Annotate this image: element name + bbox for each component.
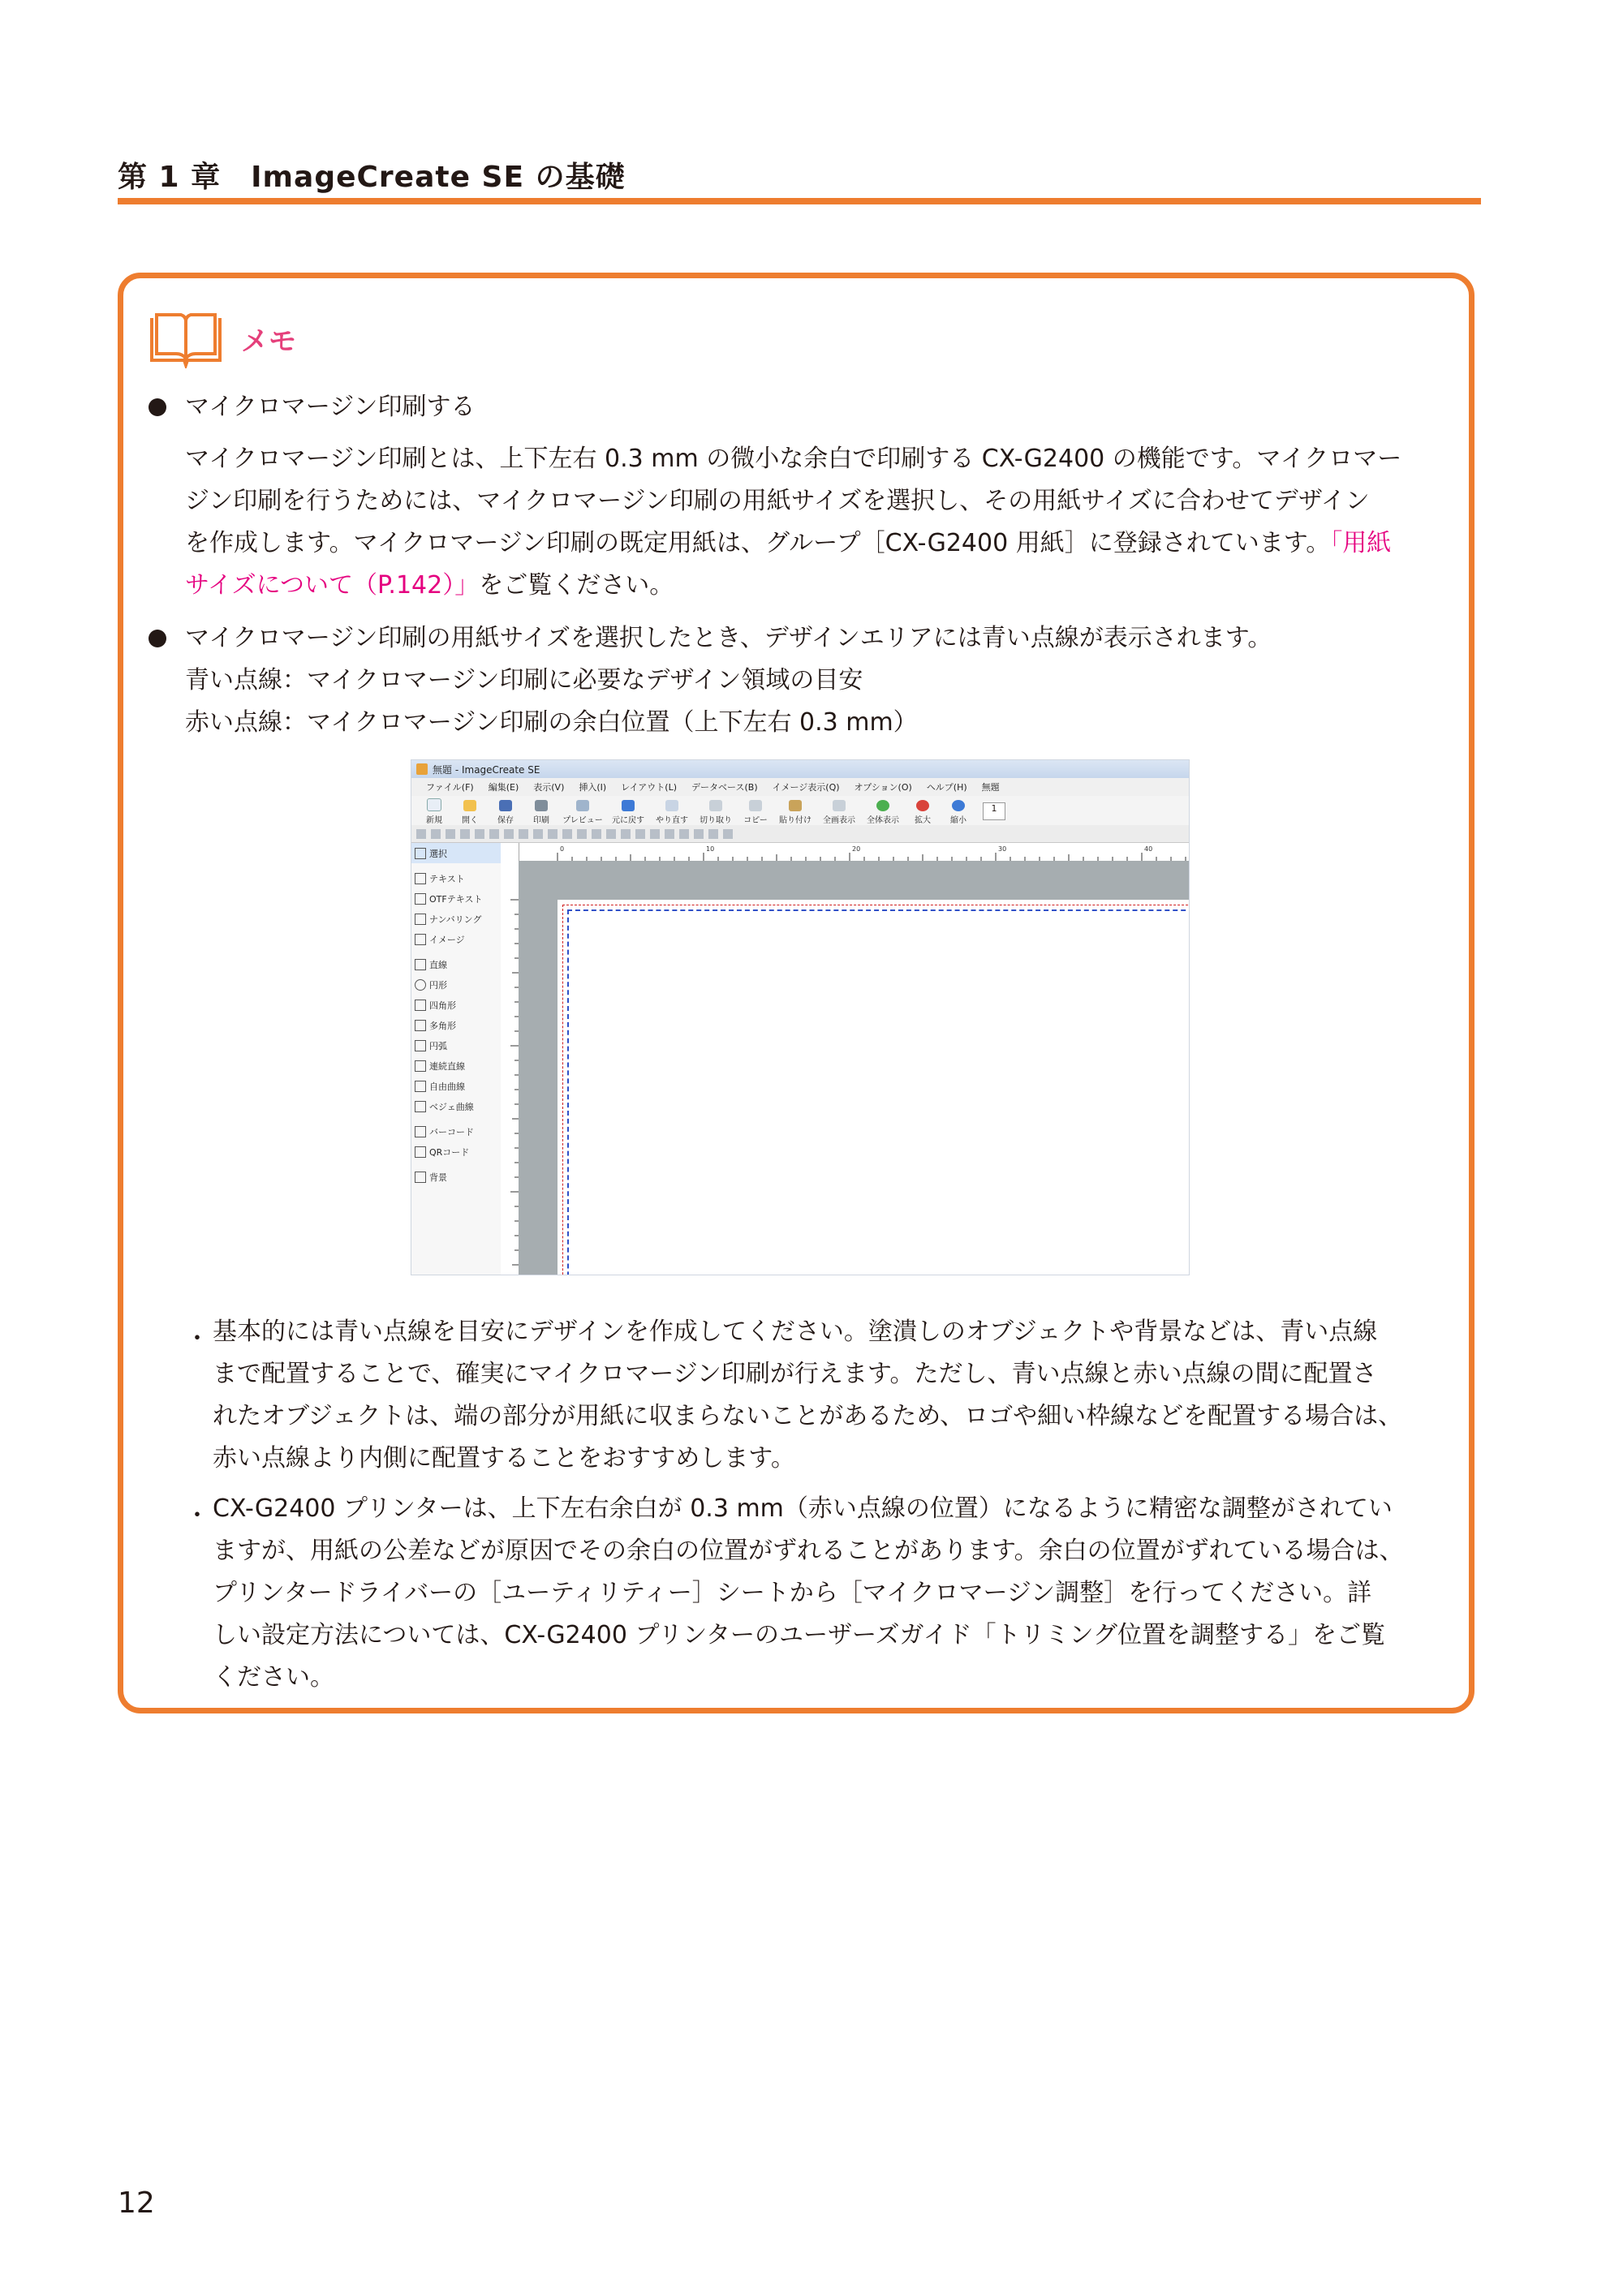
preview-icon bbox=[576, 800, 589, 811]
note-mark: ・ bbox=[185, 1325, 209, 1353]
arc-icon bbox=[415, 1040, 426, 1051]
otf-text-icon bbox=[415, 893, 426, 905]
note-line: れたオブジェクトは、端の部分が用紙に収まらないことがあるため、ロゴや細い枠線などを配置する場合は、 bbox=[213, 1402, 1403, 1430]
align-icon[interactable] bbox=[694, 829, 704, 839]
align-icon[interactable] bbox=[650, 829, 660, 839]
tool-bezier[interactable]: ベジェ曲線 bbox=[411, 1096, 501, 1116]
note-line: 赤い点線より内側に配置することをおすすめします。 bbox=[213, 1444, 795, 1473]
align-icon[interactable] bbox=[460, 829, 470, 839]
align-icon[interactable] bbox=[708, 829, 718, 839]
bullet-dot bbox=[149, 630, 166, 647]
ruler-label: 30 bbox=[998, 845, 1007, 853]
new-icon bbox=[427, 798, 441, 811]
tool-arc[interactable]: 円弧 bbox=[411, 1035, 501, 1056]
open-button[interactable]: 開く bbox=[455, 800, 484, 825]
chapter-title: 第 1 章 ImageCreate SE の基礎 bbox=[118, 161, 626, 194]
main-toolbar bbox=[411, 796, 1189, 825]
paragraph-line: マイクロマージン印刷とは、上下左右 0.3 mm の微小な余白で印刷する CX-G2400 の機能です。マイクロマー bbox=[185, 445, 1402, 473]
ruler-label: 10 bbox=[706, 845, 715, 853]
redo-icon bbox=[665, 800, 678, 811]
align-icon[interactable] bbox=[489, 829, 499, 839]
bullet-heading: マイクロマージン印刷する bbox=[185, 393, 476, 421]
ruler-label: 0 bbox=[560, 845, 565, 853]
window-title: 無題 - ImageCreate SE bbox=[433, 763, 540, 776]
tool-polygon[interactable]: 多角形 bbox=[411, 1015, 501, 1035]
tool-select[interactable]: 選択 bbox=[411, 843, 501, 863]
image-icon bbox=[415, 934, 426, 945]
qrcode-icon bbox=[415, 1146, 426, 1158]
legend-line: 青い点線：マイクロマージン印刷に必要なデザイン領域の目安 bbox=[185, 666, 863, 694]
preview-button[interactable]: プレビュー bbox=[562, 800, 603, 825]
text-icon bbox=[415, 873, 426, 884]
blue-design-guide bbox=[567, 909, 1190, 1275]
tool-background[interactable]: 背景 bbox=[411, 1167, 501, 1187]
new-button[interactable]: 新規 bbox=[420, 798, 449, 825]
select-icon bbox=[415, 848, 426, 859]
design-canvas[interactable] bbox=[519, 861, 1190, 1275]
ruler-label: 20 bbox=[852, 845, 861, 853]
note-line: ますが、用紙の公差などが原因でその余白の位置がずれることがあります。余白の位置がずれている場合は、 bbox=[213, 1537, 1404, 1565]
tool-text[interactable]: テキスト bbox=[411, 868, 501, 888]
menu-layout[interactable]: レイアウト(L) bbox=[621, 782, 678, 793]
align-icon[interactable] bbox=[635, 829, 645, 839]
fullscreen-button[interactable]: 全画表示 bbox=[820, 800, 858, 825]
menu-file[interactable]: ファイル(F) bbox=[426, 782, 474, 793]
app-icon bbox=[416, 763, 428, 775]
printer-icon bbox=[535, 800, 548, 811]
scissors-icon bbox=[709, 800, 722, 811]
menu-document[interactable]: 無題 bbox=[981, 782, 1000, 793]
align-icon[interactable] bbox=[723, 829, 733, 839]
note-line: CX-G2400 プリンターは、上下左右余白が 0.3 mm（赤い点線の位置）になるように精密な調整がされてい bbox=[213, 1494, 1393, 1523]
background-icon bbox=[415, 1172, 426, 1183]
align-icon[interactable] bbox=[446, 829, 455, 839]
paste-button[interactable]: 貼り付け bbox=[777, 800, 814, 825]
book-icon bbox=[149, 312, 223, 368]
align-icon[interactable] bbox=[621, 829, 631, 839]
copy-button[interactable]: コピー bbox=[741, 800, 770, 825]
paste-icon bbox=[789, 800, 802, 811]
tool-line[interactable]: 直線 bbox=[411, 954, 501, 974]
horizontal-ruler bbox=[519, 843, 1190, 862]
line-icon bbox=[415, 959, 426, 970]
rectangle-icon bbox=[415, 1000, 426, 1011]
save-button[interactable]: 保存 bbox=[491, 800, 520, 825]
note-mark: ・ bbox=[185, 1502, 209, 1530]
page-number: 12 bbox=[118, 2186, 155, 2220]
tool-numbering[interactable]: ナンバリング bbox=[411, 909, 501, 929]
zoom-out-icon bbox=[952, 800, 965, 811]
menubar bbox=[411, 778, 1189, 796]
align-icon[interactable] bbox=[416, 829, 426, 839]
align-icon[interactable] bbox=[431, 829, 441, 839]
align-icon[interactable] bbox=[548, 829, 558, 839]
circle-icon bbox=[415, 979, 426, 991]
tool-panel bbox=[411, 843, 502, 1275]
tool-image[interactable]: イメージ bbox=[411, 929, 501, 949]
tool-freehand[interactable]: 自由曲線 bbox=[411, 1076, 501, 1096]
folder-icon bbox=[463, 800, 476, 811]
vertical-ruler bbox=[501, 843, 519, 1275]
align-icon[interactable] bbox=[679, 829, 689, 839]
tool-otf-text[interactable]: OTFテキスト bbox=[411, 888, 501, 909]
menu-database[interactable]: データベース(B) bbox=[691, 782, 758, 793]
align-icon[interactable] bbox=[533, 829, 543, 839]
tool-circle[interactable]: 円形 bbox=[411, 974, 501, 995]
menu-insert[interactable]: 挿入(I) bbox=[579, 782, 607, 793]
align-icon[interactable] bbox=[475, 829, 484, 839]
ruler-ticks bbox=[501, 843, 519, 1275]
menu-help[interactable]: ヘルプ(H) bbox=[926, 782, 967, 793]
align-icon[interactable] bbox=[519, 829, 528, 839]
bezier-icon bbox=[415, 1101, 426, 1112]
zoom-in-button[interactable]: 拡大 bbox=[908, 800, 937, 825]
save-icon bbox=[499, 800, 512, 811]
undo-icon bbox=[622, 800, 635, 811]
note-line: まで配置することで、確実にマイクロマージン印刷が行えます。ただし、青い点線と赤い点線の間に配置さ bbox=[213, 1360, 1377, 1388]
tool-barcode[interactable]: バーコード bbox=[411, 1121, 501, 1142]
page-link[interactable]: サイズについて（P.142）」 bbox=[185, 571, 480, 600]
align-icon[interactable] bbox=[577, 829, 587, 839]
tool-polyline[interactable]: 連続直線 bbox=[411, 1056, 501, 1076]
paragraph-line bbox=[185, 522, 1391, 565]
paragraph-line: ジン印刷を行うためには、マイクロマージン印刷の用紙サイズを選択し、その用紙サイズに合わせてデザイン bbox=[185, 487, 1370, 515]
note-line: 基本的には青い点線を目安にデザインを作成してください。塗潰しのオブジェクトや背景などは、青い点線 bbox=[213, 1318, 1378, 1346]
align-icon[interactable] bbox=[562, 829, 572, 839]
ruler-label: 40 bbox=[1144, 845, 1153, 853]
freehand-icon bbox=[415, 1081, 426, 1092]
print-button[interactable]: 印刷 bbox=[527, 800, 556, 825]
align-icon[interactable] bbox=[504, 829, 514, 839]
chapter-rule bbox=[118, 198, 1481, 204]
redo-button[interactable]: やり直す bbox=[653, 800, 691, 825]
align-icon[interactable] bbox=[606, 829, 616, 839]
fit-all-button[interactable]: 全体表示 bbox=[864, 800, 902, 825]
note-line: しい設定方法については、CX-G2400 プリンターのユーザーズガイド「トリミング位置を調整する」をご覧 bbox=[213, 1621, 1386, 1649]
numbering-icon bbox=[415, 914, 426, 925]
memo-title: メモ bbox=[241, 325, 296, 358]
polyline-icon bbox=[415, 1060, 426, 1072]
menu-options[interactable]: オプション(O) bbox=[854, 782, 912, 793]
window-titlebar bbox=[411, 760, 1189, 778]
paragraph-line bbox=[185, 565, 674, 607]
menu-image-view[interactable]: イメージ表示(Q) bbox=[772, 782, 840, 793]
bullet-dot bbox=[149, 398, 166, 416]
polygon-icon bbox=[415, 1020, 426, 1031]
format-toolbar bbox=[411, 825, 1189, 843]
fit-icon bbox=[876, 800, 889, 811]
undo-button[interactable]: 元に戻す bbox=[609, 800, 647, 825]
tool-rectangle[interactable]: 四角形 bbox=[411, 995, 501, 1015]
zoom-in-icon bbox=[916, 800, 929, 811]
note-line: ください。 bbox=[213, 1663, 334, 1692]
ruler-ticks bbox=[519, 843, 1190, 861]
paragraph-text: を作成します。マイクロマージン印刷の既定用紙は、グループ［CX-G2400 用紙］に登録されています。 bbox=[185, 529, 1331, 557]
copy-icon bbox=[749, 800, 762, 811]
legend-line: 赤い点線：マイクロマージン印刷の余白位置（上下左右 0.3 mm） bbox=[185, 708, 918, 737]
page-spinner[interactable]: 1 bbox=[983, 802, 1005, 820]
note-line: プリンタードライバーの［ユーティリティー］シートから［マイクロマージン調整］を行ってください。詳 bbox=[213, 1579, 1372, 1607]
app-screenshot bbox=[411, 759, 1190, 1275]
align-icon[interactable] bbox=[665, 829, 674, 839]
paragraph-text: をご覧ください。 bbox=[479, 571, 674, 600]
align-icon[interactable] bbox=[592, 829, 601, 839]
menu-view[interactable]: 表示(V) bbox=[533, 782, 565, 793]
cut-button[interactable]: 切り取り bbox=[697, 800, 734, 825]
zoom-out-button[interactable]: 縮小 bbox=[944, 800, 973, 825]
fullscreen-icon bbox=[833, 800, 846, 811]
menu-edit[interactable]: 編集(E) bbox=[488, 782, 519, 793]
barcode-icon bbox=[415, 1126, 426, 1137]
page-link[interactable]: 「用紙 bbox=[1330, 529, 1392, 557]
bullet-heading: マイクロマージン印刷の用紙サイズを選択したとき、デザインエリアには青い点線が表示されます。 bbox=[185, 624, 1272, 652]
tool-qrcode[interactable]: QRコード bbox=[411, 1142, 501, 1162]
